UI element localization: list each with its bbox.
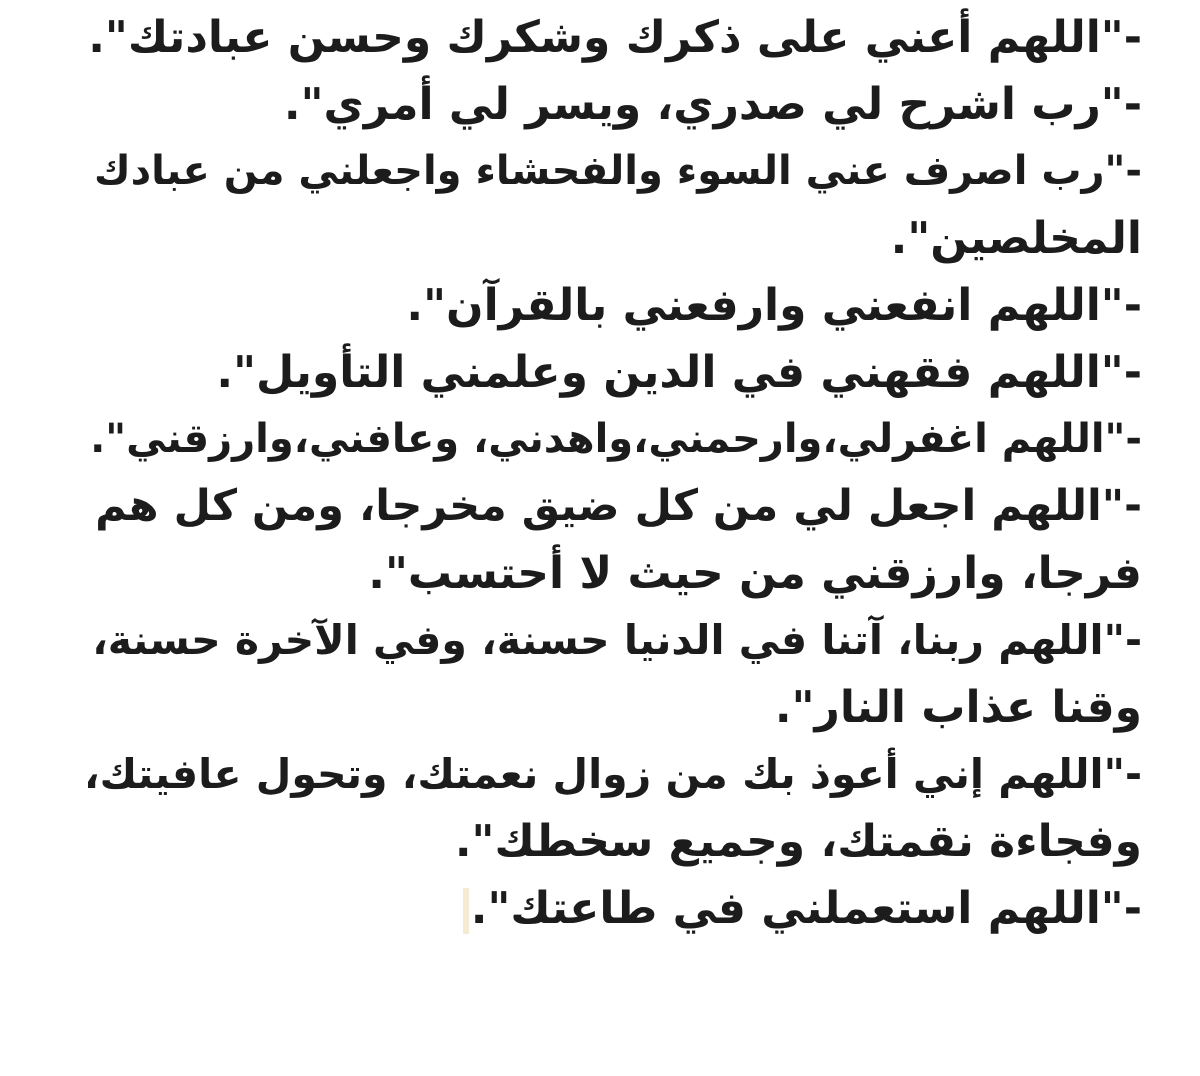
text-line-6: -"اللهم فقهني في الدين وعلمني التأويل". [216,347,1142,398]
text-line-8: -"اللهم اجعل لي من كل ضيق مخرجا، ومن كل هم [95,481,1142,531]
text-line-2: -"رب اشرح لي صدري، ويسر لي أمري". [283,79,1142,130]
text-line-4: المخلصين". [890,213,1142,264]
text-line-5: -"اللهم انفعني وارفعني بالقرآن". [406,280,1142,331]
text-line-14-content: -"اللهم استعملني في طاعتك". [470,883,1142,934]
text-line-11: وقنا عذاب النار". [774,682,1142,733]
text-line-12: -"اللهم إني أعوذ بك من زوال نعمتك، وتحول عافيتك، [84,750,1142,798]
text-line-3: -"رب اصرف عني السوء والفحشاء واجعلني من عبادك [93,148,1142,194]
text-cursor [463,888,469,934]
text-line-14[interactable] [80,875,1142,942]
dua-list [80,0,1142,942]
text-line-13: وفجاءة نقمتك، وجميع سخطك". [454,816,1142,867]
text-line-7: -"اللهم اغفرلي،وارحمني،واهدني، وعافني،وارزقني". [90,416,1142,462]
text-line-10: -"اللهم ربنا، آتنا في الدنيا حسنة، وفي الآخرة حسنة، [92,616,1142,664]
text-line-1: -"اللهم أعني على ذكرك وشكرك وحسن عبادتك". [88,12,1142,63]
text-line-9: فرجا، وارزقني من حيث لا أحتسب". [368,548,1142,599]
